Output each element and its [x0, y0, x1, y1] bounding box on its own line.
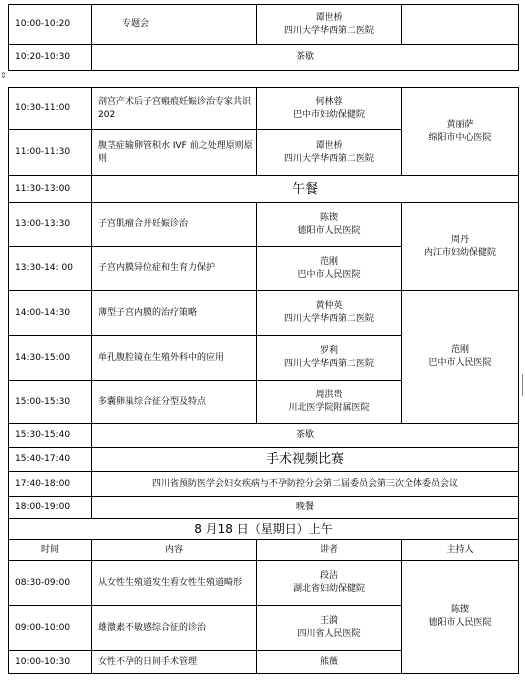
table-row: [9, 519, 519, 540]
speaker-cell: [257, 203, 402, 247]
topic-cell: 女性不孕的日间手术管理: [92, 651, 257, 674]
time-cell: 10:00-10:20: [9, 5, 92, 45]
header-speaker: 讲者: [257, 540, 402, 561]
time-cell: 11:30-13:00: [9, 176, 92, 203]
break-cell: 茶歇: [92, 45, 519, 71]
speaker-org: 湖北省妇幼保健院: [292, 584, 365, 594]
topic-cell: 单孔腹腔镜在生殖外科中的应用: [92, 336, 257, 381]
speaker-cell: [257, 651, 402, 674]
speaker-org: 四川大学华西第二医院: [283, 359, 374, 369]
date-heading: 8 月18 日（星期日）上午: [9, 519, 519, 540]
topic-cell: [92, 5, 257, 45]
topic-cell: 腹茎症输卵管积水 IVF 前之处理原则原则: [92, 130, 257, 176]
time-cell: 11:00-11:30: [9, 130, 92, 176]
speaker-cell: [257, 336, 402, 381]
host-name: 周丹: [450, 234, 469, 245]
speaker-name: 谭世桥: [315, 12, 343, 23]
table-row: [9, 497, 519, 519]
table-row: [9, 448, 519, 472]
time-cell: 08:30-09:00: [9, 561, 92, 606]
time-cell: 17:40-18:00: [9, 472, 92, 497]
header-host: 主持人: [402, 540, 519, 561]
meeting-cell: 四川省预防医学会妇女疾病与不孕防控分会第二届委员会第三次全体委员会议: [92, 472, 519, 497]
table-row: [9, 472, 519, 497]
speaker-name: 周洪贵: [315, 390, 343, 400]
time-cell: 13:30-14: 00: [9, 247, 92, 291]
table-row: [9, 424, 519, 448]
topic-cell: 剖宫产术后子宫瘢痕妊娠诊治专家共识 202: [92, 88, 257, 130]
host-name: 范刚: [450, 345, 469, 355]
host-org: 绵阳市中心医院: [428, 132, 492, 143]
time-cell: 09:00-10:00: [9, 606, 92, 651]
host-cell: [402, 203, 519, 291]
speaker-org: 四川大学华西第二医院: [283, 153, 374, 164]
host-org: 内江市妇幼保健院: [423, 247, 496, 258]
topic-cell: 子宫肌瘤合并妊娠诊治: [92, 203, 257, 247]
time-cell: 13:00-13:30: [9, 203, 92, 247]
table-row: [9, 176, 519, 203]
speaker-name: 范刚: [319, 256, 338, 267]
topic-cell: 雄激素不敏感综合征的诊治: [92, 606, 257, 651]
speaker-cell: [257, 561, 402, 606]
speaker-org: 四川大学华西第二医院: [283, 25, 374, 36]
time-cell: 14:30-15:00: [9, 336, 92, 381]
host-org: 巴中市人民医院: [428, 358, 492, 368]
table-row: [9, 88, 519, 130]
speaker-org: 巴中市妇幼保健院: [292, 109, 365, 120]
table-row: [9, 45, 519, 71]
host-cell: [402, 88, 519, 176]
topic-cell: 薄型子宫内膜的治疗策略: [92, 291, 257, 336]
speaker-name: 罗利: [319, 346, 338, 356]
speaker-name: 谭世桥: [315, 140, 343, 151]
time-cell: 10:30-11:00: [9, 88, 92, 130]
speaker-cell: [257, 5, 402, 45]
speaker-name: 黄仲英: [315, 301, 343, 311]
topic-text: 专题会: [122, 19, 150, 29]
table-row: [9, 561, 519, 606]
host-name: 陈锲: [450, 605, 469, 615]
time-cell: 15:40-17:40: [9, 448, 92, 472]
speaker-name: 段洁: [319, 571, 338, 581]
schedule-table-top: [8, 4, 519, 71]
speaker-org: 巴中市人民医院: [297, 269, 361, 280]
table-row: [9, 5, 519, 45]
host-name: 黄丽萨: [446, 119, 474, 130]
speaker-org: 四川省人民医院: [297, 629, 361, 639]
table-anchor-mark: ⇕: [0, 71, 7, 80]
header-row: [9, 540, 519, 561]
time-cell: 10:00-10:30: [9, 651, 92, 674]
host-cell: [402, 5, 519, 45]
time-cell: 14:00-14:30: [9, 291, 92, 336]
dinner-cell: 晚餐: [92, 497, 519, 519]
schedule-table-main: [8, 87, 519, 674]
speaker-cell: [257, 606, 402, 651]
break-cell: 茶歇: [92, 424, 519, 448]
host-org: 德阳市人民医院: [428, 618, 492, 628]
speaker-org: 川北医学院附属医院: [288, 403, 370, 413]
speaker-cell: [257, 381, 402, 424]
host-cell: [402, 561, 519, 674]
time-cell: 15:00-15:30: [9, 381, 92, 424]
speaker-cell: [257, 88, 402, 130]
table-row: [9, 291, 519, 336]
speaker-name: 王漪: [319, 616, 338, 626]
speaker-name: 陈锲: [319, 212, 338, 223]
time-cell: 15:30-15:40: [9, 424, 92, 448]
speaker-cell: [257, 291, 402, 336]
speaker-cell: [257, 130, 402, 176]
header-time: 时间: [9, 540, 92, 561]
header-content: 内容: [92, 540, 257, 561]
topic-cell: 从女性生殖道发生看女性生殖道畸形: [92, 561, 257, 606]
host-cell: [402, 291, 519, 424]
topic-cell: 子宫内膜异位症和生育力保护: [92, 247, 257, 291]
table-row: [9, 203, 519, 247]
time-cell: 18:00-19:00: [9, 497, 92, 519]
speaker-cell: [257, 247, 402, 291]
video-contest-cell: 手术视频比赛: [92, 448, 519, 472]
time-cell: 10:20-10:30: [9, 45, 92, 71]
lunch-cell: 午餐: [92, 176, 519, 203]
speaker-name: 何林蓉: [315, 96, 343, 107]
speaker-name: 熊薇: [319, 656, 338, 667]
topic-cell: 多囊卵巢综合征分型及特点: [92, 381, 257, 424]
speaker-org: 四川大学华西第二医院: [283, 314, 374, 324]
speaker-org: 德阳市人民医院: [297, 225, 361, 236]
